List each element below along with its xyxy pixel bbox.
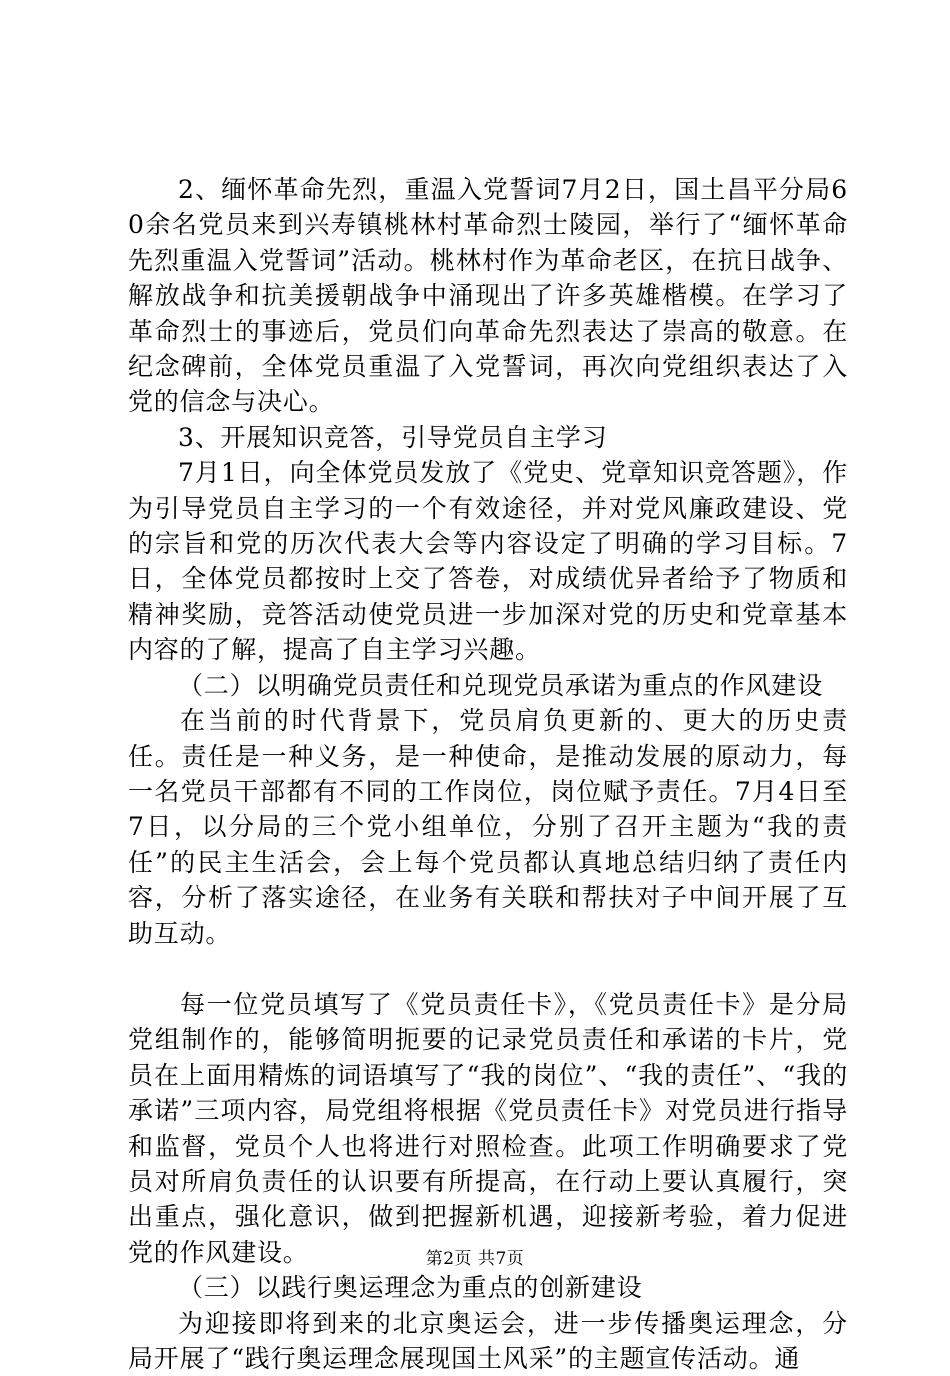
document-body (128, 172, 848, 1376)
heading-section-three: （三）以践行奥运理念为重点的创新建设 (178, 1273, 643, 1303)
paragraph-martyrs-memorial: 2、缅怀革命先烈，重温入党誓词7月2日，国土昌平分局60余名党员来到兴寿镇桃林村革命烈士陵园，举行了“缅怀革命先烈重温入党誓词”活动。桃林村作为革命老区，在抗日战争、解放战争和抗美援朝战争中涌现出了许多英雄楷模。在学习了革命烈士的事迹后，党员们向革命先烈表达了崇高的敬意。在纪念碑前，全体党员重温了入党誓词，再次向党组织表达了入党的信念与决心。 (128, 175, 848, 417)
page-footer: 第2页 共7页 (425, 1249, 525, 1269)
heading-knowledge-quiz: 3、开展知识竞答，引导党员自主学习 (178, 422, 608, 452)
heading-section-two: （二）以明确党员责任和兑现党员承诺为重点的作风建设 (178, 670, 824, 700)
paragraph-gap (128, 951, 848, 987)
paragraph-responsibility: 在当前的时代背景下，党员肩负更新的、更大的历史责任。责任是一种义务，是一种使命，是推动发展的原动力，每一名党员干部都有不同的工作岗位，岗位赋予责任。7月4日至7日，以分局的三个党小组单位，分别了召开主题为“我的责任”的民主生活会，会上每个党员都认真地总结归纳了责任内容，分析了落实途径，在业务有关联和帮扶对子中间开展了互助互动。 (128, 706, 848, 948)
paragraph-olympics: 为迎接即将到来的北京奥运会，进一步传播奥运理念，分局开展了“践行奥运理念展现国土风采”的主题宣传活动。通 (128, 1308, 848, 1373)
paragraph-knowledge-quiz: 7月1日，向全体党员发放了《党史、党章知识竞答题》，作为引导党员自主学习的一个有效途径，并对党风廉政建设、党的宗旨和党的历次代表大会等内容设定了明确的学习目标。7日，全体党员都按时上交了答卷，对成绩优异者给予了物质和精神奖励，竞答活动使党员进一步加深对党的历史和党章基本内容的了解，提高了自主学习兴趣。 (128, 458, 848, 665)
paragraph-responsibility-card: 每一位党员填写了《党员责任卡》，《党员责任卡》是分局党组制作的，能够简明扼要的记录党员责任和承诺的卡片，党员在上面用精炼的词语填写了“我的岗位”、“我的责任”、“我的承诺”三项内容，局党组将根据《党员责任卡》对党员进行指导和监督，党员个人也将进行对照检查。此项工作明确要求了党员对所肩负责任的认识要有所提高，在行动上要认真履行，突出重点，强化意识，做到把握新机遇，迎接新考验，着力促进党的作风建设。 (128, 989, 848, 1267)
